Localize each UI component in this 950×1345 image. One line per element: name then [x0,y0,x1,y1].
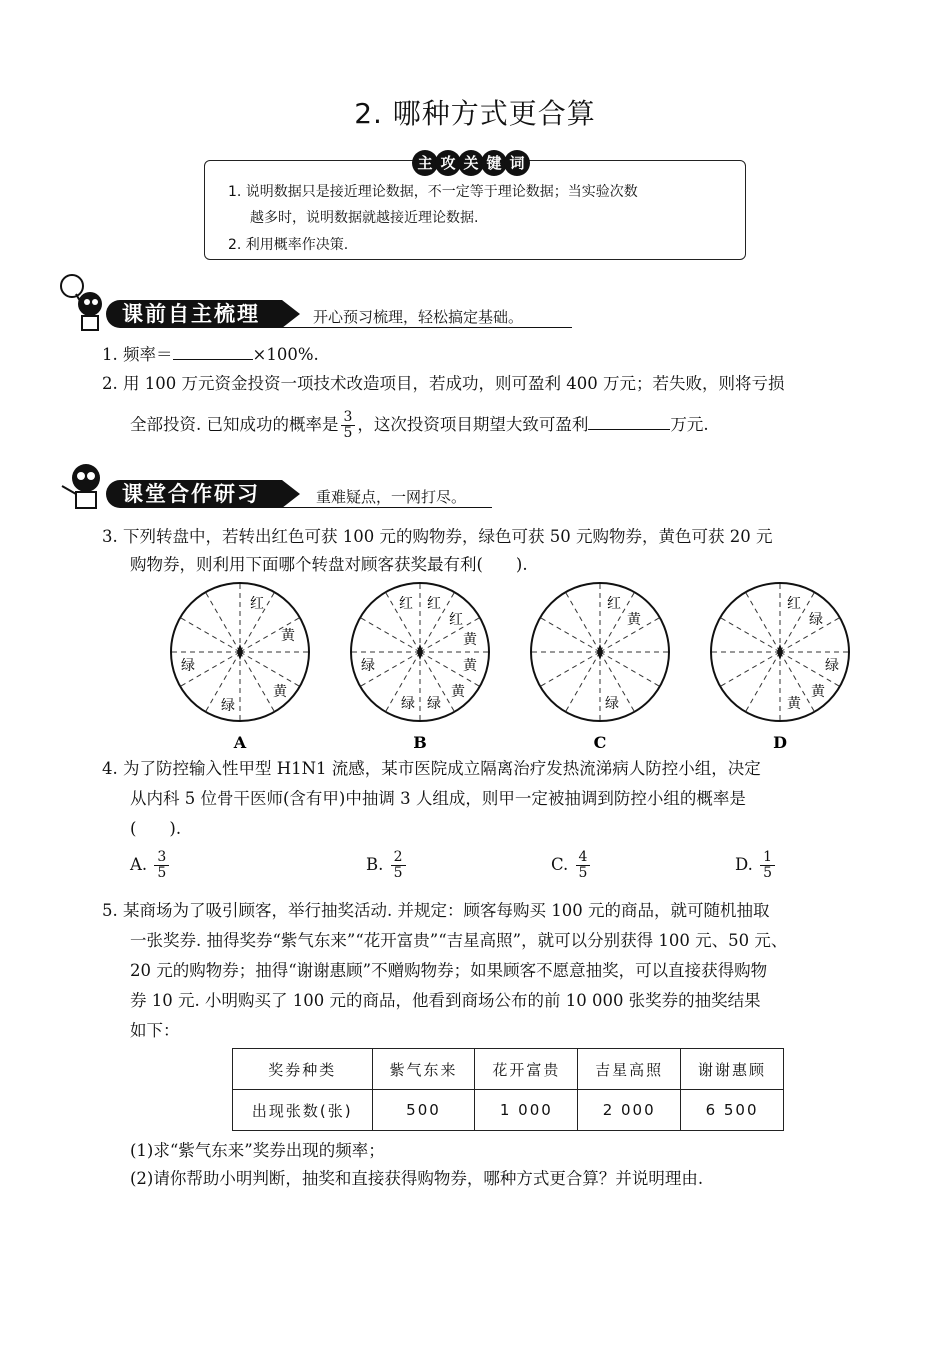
wheel-label: 红 [787,596,801,612]
option-c[interactable] [551,850,592,881]
answer-blank[interactable] [588,411,670,430]
q2-prefix: 全部投资. 已知成功的概率是 [130,415,339,434]
table-cell: 出现张数(张) [233,1090,373,1131]
section-banner-classroom [106,480,300,508]
wheel-label: 红 [250,596,264,612]
banner-tail [282,300,300,328]
wheel-option-label: A [233,733,247,752]
badge-char: 主 [412,150,438,176]
lottery-table [232,1048,784,1131]
question-5-line2: 一张奖券. 抽得奖券“紫气东来”“花开富贵”“吉星高照”，就可以分别获得 100 元、50 元、 [130,931,788,950]
option-letter: B. [366,855,384,874]
question-4-line2: 从内科 5 位骨干医师(含有甲)中抽调 3 人组成，则甲一定被抽调到防控小组的概率是 [130,789,746,808]
option-b[interactable] [366,850,408,881]
wheel-option-label: C [593,733,607,752]
question-3-line1: 3. 下列转盘中，若转出红色可获 100 元的购物券，绿色可获 50 元购物券，黄色可获 20 元 [102,527,773,546]
question-5-line4: 券 10 元. 小明购买了 100 元的商品，他看到商场公布的前 10 000 张奖券的抽奖结果 [130,991,761,1010]
mascot-icon [58,456,110,512]
wheel-label: 绿 [809,612,823,628]
wheel-c [531,583,669,721]
wheel-b [351,583,489,721]
wheel-label: 红 [449,612,463,628]
table-cell: 谢谢惠顾 [681,1049,784,1090]
wheel-label: 红 [607,596,621,612]
option-letter: C. [551,855,569,874]
badge-char: 词 [504,150,530,176]
badge-char: 攻 [435,150,461,176]
wheel-label: 黄 [627,612,641,628]
option-d[interactable] [735,850,777,881]
q1-prefix: 1. 频率＝ [102,345,173,364]
question-5-sub1: (1)求“紫气东来”奖券出现的频率； [130,1141,385,1160]
table-cell: 花开富贵 [475,1049,578,1090]
badge-char: 键 [481,150,507,176]
section-heading: 课堂合作研习 [106,480,282,508]
wheel-label: 黄 [463,632,477,648]
table-cell: 6 500 [681,1090,784,1131]
fraction: $\frac{1}{5}$ [760,850,775,881]
section-subtitle: 重难疑点，一网打尽。 [316,488,467,506]
fraction: $\frac{4}{5}$ [576,850,591,881]
wheel-label: 黄 [787,696,801,712]
wheel-label: 绿 [221,698,235,714]
question-2-line1: 2. 用 100 万元资金投资一项技术改造项目，若成功，则可盈利 400 万元；若失败，则将亏损 [102,374,785,393]
keyword-line-1: 1. 说明数据只是接近理论数据，不一定等于理论数据；当实验次数 [228,184,638,200]
wheel-label: 黄 [811,684,825,700]
question-5-line5: 如下： [130,1021,180,1040]
answer-blank[interactable] [173,341,253,360]
table-cell: 2 000 [578,1090,681,1131]
banner-underline [282,327,572,328]
wheel-label: 红 [427,596,441,612]
wheel-label: 红 [399,596,413,612]
spinner-wheels [160,582,880,752]
wheel-label: 黄 [463,658,477,674]
keyword-line-1b: 越多时，说明数据就越接近理论数据. [250,210,479,226]
wheel-a [171,583,309,721]
wheel-label: 黄 [281,628,295,644]
wheel-label: 绿 [605,696,619,712]
wheel-label: 绿 [361,658,375,674]
question-5-sub2: (2)请你帮助小明判断，抽奖和直接获得购物券，哪种方式更合算？并说明理由. [130,1169,704,1188]
question-2-line2 [130,406,709,444]
fraction: $\frac{3}{5}$ [154,850,169,881]
keyword-line-2: 2. 利用概率作决策. [228,237,349,253]
section-banner-prestudy [106,300,300,328]
q2-mid: ，这次投资项目期望大致可盈利 [357,415,589,434]
fraction: $\frac{2}{5}$ [391,850,406,881]
banner-tail [282,480,300,508]
table-cell: 奖券种类 [233,1049,373,1090]
fraction: $\frac{3}{5}$ [341,410,356,441]
question-5-line1: 5. 某商场为了吸引顾客，举行抽奖活动. 并规定：顾客每购买 100 元的商品，就可随机抽取 [102,901,770,920]
table-row [233,1090,784,1131]
badge-char: 关 [458,150,484,176]
section-subtitle: 开心预习梳理，轻松搞定基础。 [313,308,524,326]
option-a[interactable] [130,850,171,881]
page-title: 2. 哪种方式更合算 [354,97,596,130]
question-5-line3: 20 元的购物券；抽得“谢谢惠顾”不赠购物券；如果顾客不愿意抽奖，可以直接获得购物 [130,961,768,980]
option-letter: A. [130,855,148,874]
wheel-option-label: D [773,733,787,752]
table-cell: 1 000 [475,1090,578,1131]
question-3-line2: 购物券，则利用下面哪个转盘对顾客获奖最有利( ). [130,555,528,574]
table-cell: 吉星高照 [578,1049,681,1090]
option-letter: D. [735,855,753,874]
question-4-line3: ( ). [130,819,182,838]
mascot-icon [58,272,110,334]
wheel-label: 绿 [825,658,839,674]
wheel-d [711,583,849,721]
wheel-label: 绿 [427,696,441,712]
question-4-line1: 4. 为了防控输入性甲型 H1N1 流感，某市医院成立隔离治疗发热流涕病人防控小组，决定 [102,759,761,778]
wheel-label: 黄 [451,684,465,700]
wheel-label: 绿 [181,658,195,674]
section-heading: 课前自主梳理 [106,300,282,328]
q1-suffix: ×100%. [252,345,319,364]
table-cell: 紫气东来 [372,1049,475,1090]
banner-underline [282,507,492,508]
table-header-row [233,1049,784,1090]
table-cell: 500 [372,1090,475,1131]
q2-suffix: 万元. [670,415,709,434]
keywords-badge [412,150,527,176]
wheel-label: 黄 [273,684,287,700]
wheel-option-label: B [413,733,427,752]
wheel-label: 绿 [401,696,415,712]
question-1 [102,340,319,370]
